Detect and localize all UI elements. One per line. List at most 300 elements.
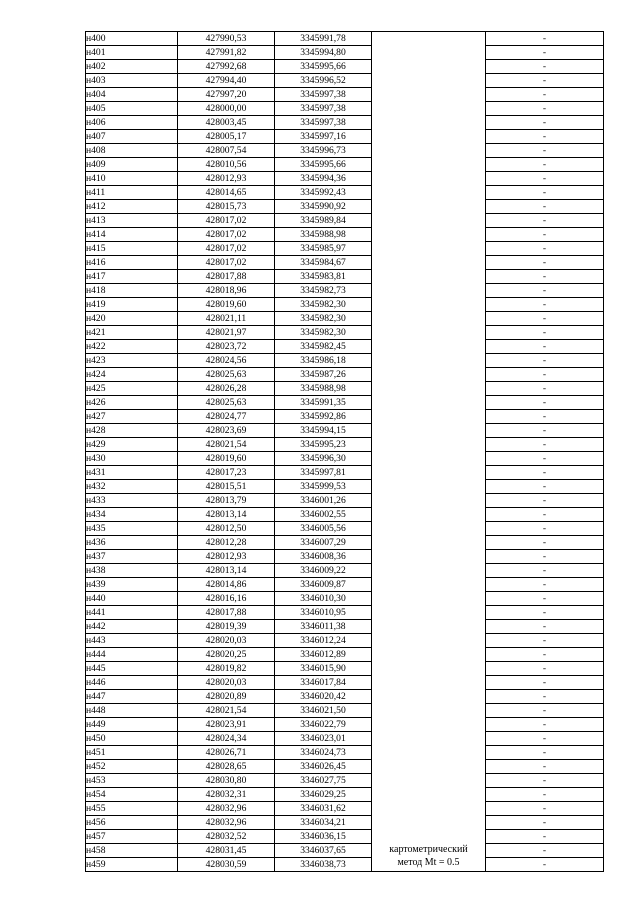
point-number-cell: н449 xyxy=(86,718,178,732)
x-coordinate-cell: 428015,73 xyxy=(178,200,275,214)
y-coordinate-cell: 3346008,36 xyxy=(275,550,372,564)
table-row xyxy=(86,494,604,508)
point-number-cell: н423 xyxy=(86,354,178,368)
table-row xyxy=(86,396,604,410)
x-coordinate-cell: 428017,02 xyxy=(178,214,275,228)
y-coordinate-cell: 3345992,86 xyxy=(275,410,372,424)
description-cell: - xyxy=(486,60,604,74)
description-cell: - xyxy=(486,158,604,172)
table-row xyxy=(86,522,604,536)
y-coordinate-cell: 3345994,36 xyxy=(275,172,372,186)
description-cell: - xyxy=(486,32,604,46)
description-cell: - xyxy=(486,466,604,480)
y-coordinate-cell: 3345996,73 xyxy=(275,144,372,158)
y-coordinate-cell: 3346038,73 xyxy=(275,858,372,872)
description-cell: - xyxy=(486,242,604,256)
y-coordinate-cell: 3345995,66 xyxy=(275,158,372,172)
x-coordinate-cell: 428017,88 xyxy=(178,270,275,284)
point-number-cell: н437 xyxy=(86,550,178,564)
y-coordinate-cell: 3345982,30 xyxy=(275,312,372,326)
description-cell: - xyxy=(486,102,604,116)
x-coordinate-cell: 428013,14 xyxy=(178,564,275,578)
y-coordinate-cell: 3346002,55 xyxy=(275,508,372,522)
x-coordinate-cell: 428024,56 xyxy=(178,354,275,368)
y-coordinate-cell: 3345982,73 xyxy=(275,284,372,298)
x-coordinate-cell: 428019,82 xyxy=(178,662,275,676)
method-line-1: картометрический xyxy=(389,844,468,855)
y-coordinate-cell: 3345984,67 xyxy=(275,256,372,270)
point-number-cell: н418 xyxy=(86,284,178,298)
point-number-cell: н404 xyxy=(86,88,178,102)
y-coordinate-cell: 3345996,30 xyxy=(275,452,372,466)
table-row xyxy=(86,536,604,550)
point-number-cell: н420 xyxy=(86,312,178,326)
point-number-cell: н452 xyxy=(86,760,178,774)
y-coordinate-cell: 3345997,38 xyxy=(275,88,372,102)
description-cell: - xyxy=(486,410,604,424)
x-coordinate-cell: 428005,17 xyxy=(178,130,275,144)
x-coordinate-cell: 428025,63 xyxy=(178,396,275,410)
y-coordinate-cell: 3345995,66 xyxy=(275,60,372,74)
point-number-cell: н408 xyxy=(86,144,178,158)
description-cell: - xyxy=(486,550,604,564)
y-coordinate-cell: 3346031,62 xyxy=(275,802,372,816)
x-coordinate-cell: 428032,96 xyxy=(178,802,275,816)
description-cell: - xyxy=(486,88,604,102)
y-coordinate-cell: 3346007,29 xyxy=(275,536,372,550)
table-row xyxy=(86,634,604,648)
x-coordinate-cell: 427991,82 xyxy=(178,46,275,60)
table-row xyxy=(86,480,604,494)
description-cell: - xyxy=(486,256,604,270)
point-number-cell: н433 xyxy=(86,494,178,508)
point-number-cell: н448 xyxy=(86,704,178,718)
x-coordinate-cell: 428032,52 xyxy=(178,830,275,844)
point-number-cell: н432 xyxy=(86,480,178,494)
description-cell: - xyxy=(486,116,604,130)
point-number-cell: н409 xyxy=(86,158,178,172)
table-row xyxy=(86,592,604,606)
description-cell: - xyxy=(486,452,604,466)
method-label xyxy=(372,843,485,871)
y-coordinate-cell: 3346037,65 xyxy=(275,844,372,858)
table-row xyxy=(86,172,604,186)
x-coordinate-cell: 428032,31 xyxy=(178,788,275,802)
x-coordinate-cell: 428010,56 xyxy=(178,158,275,172)
x-coordinate-cell: 428021,54 xyxy=(178,438,275,452)
y-coordinate-cell: 3346010,95 xyxy=(275,606,372,620)
x-coordinate-cell: 428028,65 xyxy=(178,760,275,774)
y-coordinate-cell: 3345983,81 xyxy=(275,270,372,284)
y-coordinate-cell: 3346009,22 xyxy=(275,564,372,578)
table-row xyxy=(86,242,604,256)
description-cell: - xyxy=(486,858,604,872)
point-number-cell: н443 xyxy=(86,634,178,648)
point-number-cell: н424 xyxy=(86,368,178,382)
table-row xyxy=(86,802,604,816)
table-row xyxy=(86,32,604,46)
x-coordinate-cell: 428007,54 xyxy=(178,144,275,158)
description-cell: - xyxy=(486,718,604,732)
y-coordinate-cell: 3346017,84 xyxy=(275,676,372,690)
point-number-cell: н402 xyxy=(86,60,178,74)
x-coordinate-cell: 428017,02 xyxy=(178,228,275,242)
x-coordinate-cell: 428013,79 xyxy=(178,494,275,508)
point-number-cell: н416 xyxy=(86,256,178,270)
y-coordinate-cell: 3346009,87 xyxy=(275,578,372,592)
table-row xyxy=(86,284,604,298)
table-row xyxy=(86,662,604,676)
point-number-cell: н414 xyxy=(86,228,178,242)
description-cell: - xyxy=(486,606,604,620)
y-coordinate-cell: 3346024,73 xyxy=(275,746,372,760)
table-row xyxy=(86,606,604,620)
description-cell: - xyxy=(486,46,604,60)
y-coordinate-cell: 3345991,35 xyxy=(275,396,372,410)
description-cell: - xyxy=(486,536,604,550)
x-coordinate-cell: 428021,54 xyxy=(178,704,275,718)
x-coordinate-cell: 428014,65 xyxy=(178,186,275,200)
table-row xyxy=(86,382,604,396)
x-coordinate-cell: 428021,97 xyxy=(178,326,275,340)
y-coordinate-cell: 3346001,26 xyxy=(275,494,372,508)
y-coordinate-cell: 3345990,92 xyxy=(275,200,372,214)
point-number-cell: н429 xyxy=(86,438,178,452)
table-row xyxy=(86,676,604,690)
table-row xyxy=(86,158,604,172)
y-coordinate-cell: 3345986,18 xyxy=(275,354,372,368)
y-coordinate-cell: 3345985,97 xyxy=(275,242,372,256)
x-coordinate-cell: 428020,89 xyxy=(178,690,275,704)
x-coordinate-cell: 428015,51 xyxy=(178,480,275,494)
table-row xyxy=(86,130,604,144)
table-row xyxy=(86,228,604,242)
table-row xyxy=(86,270,604,284)
point-number-cell: н417 xyxy=(86,270,178,284)
point-number-cell: н403 xyxy=(86,74,178,88)
x-coordinate-cell: 428012,50 xyxy=(178,522,275,536)
point-number-cell: н451 xyxy=(86,746,178,760)
table-row xyxy=(86,620,604,634)
x-coordinate-cell: 428014,86 xyxy=(178,578,275,592)
x-coordinate-cell: 428019,60 xyxy=(178,298,275,312)
point-number-cell: н428 xyxy=(86,424,178,438)
table-row xyxy=(86,186,604,200)
y-coordinate-cell: 3345987,26 xyxy=(275,368,372,382)
description-cell: - xyxy=(486,144,604,158)
table-row xyxy=(86,578,604,592)
description-cell: - xyxy=(486,354,604,368)
x-coordinate-cell: 428030,80 xyxy=(178,774,275,788)
x-coordinate-cell: 428019,39 xyxy=(178,620,275,634)
point-number-cell: н444 xyxy=(86,648,178,662)
y-coordinate-cell: 3345982,45 xyxy=(275,340,372,354)
description-cell: - xyxy=(486,564,604,578)
description-cell: - xyxy=(486,214,604,228)
point-number-cell: н454 xyxy=(86,788,178,802)
scan-header-artifact xyxy=(30,4,630,10)
table-row xyxy=(86,858,604,872)
x-coordinate-cell: 428026,71 xyxy=(178,746,275,760)
y-coordinate-cell: 3346022,79 xyxy=(275,718,372,732)
description-cell: - xyxy=(486,270,604,284)
description-cell: - xyxy=(486,746,604,760)
point-number-cell: н411 xyxy=(86,186,178,200)
y-coordinate-cell: 3345997,81 xyxy=(275,466,372,480)
description-cell: - xyxy=(486,368,604,382)
x-coordinate-cell: 428023,91 xyxy=(178,718,275,732)
table-row xyxy=(86,410,604,424)
table-row xyxy=(86,60,604,74)
x-coordinate-cell: 428025,63 xyxy=(178,368,275,382)
table-row xyxy=(86,816,604,830)
x-coordinate-cell: 428017,23 xyxy=(178,466,275,480)
description-cell: - xyxy=(486,494,604,508)
point-number-cell: н457 xyxy=(86,830,178,844)
description-cell: - xyxy=(486,228,604,242)
table-row xyxy=(86,788,604,802)
y-coordinate-cell: 3345994,80 xyxy=(275,46,372,60)
table-row xyxy=(86,564,604,578)
point-number-cell: н407 xyxy=(86,130,178,144)
table-row xyxy=(86,690,604,704)
point-number-cell: н439 xyxy=(86,578,178,592)
y-coordinate-cell: 3345992,43 xyxy=(275,186,372,200)
description-cell: - xyxy=(486,508,604,522)
y-coordinate-cell: 3345999,53 xyxy=(275,480,372,494)
x-coordinate-cell: 428017,02 xyxy=(178,256,275,270)
x-coordinate-cell: 428016,16 xyxy=(178,592,275,606)
x-coordinate-cell: 428000,00 xyxy=(178,102,275,116)
x-coordinate-cell: 427997,20 xyxy=(178,88,275,102)
description-cell: - xyxy=(486,186,604,200)
point-number-cell: н445 xyxy=(86,662,178,676)
description-cell: - xyxy=(486,340,604,354)
y-coordinate-cell: 3346034,21 xyxy=(275,816,372,830)
y-coordinate-cell: 3346029,25 xyxy=(275,788,372,802)
x-coordinate-cell: 428021,11 xyxy=(178,312,275,326)
description-cell: - xyxy=(486,592,604,606)
description-cell: - xyxy=(486,326,604,340)
point-number-cell: н447 xyxy=(86,690,178,704)
x-coordinate-cell: 428032,96 xyxy=(178,816,275,830)
table-row xyxy=(86,368,604,382)
point-number-cell: н412 xyxy=(86,200,178,214)
point-number-cell: н459 xyxy=(86,858,178,872)
description-cell: - xyxy=(486,480,604,494)
point-number-cell: н421 xyxy=(86,326,178,340)
table-row xyxy=(86,760,604,774)
point-number-cell: н410 xyxy=(86,172,178,186)
coordinates-table-body xyxy=(86,32,604,872)
point-number-cell: н455 xyxy=(86,802,178,816)
y-coordinate-cell: 3346020,42 xyxy=(275,690,372,704)
y-coordinate-cell: 3345997,16 xyxy=(275,130,372,144)
table-row xyxy=(86,844,604,858)
x-coordinate-cell: 428024,77 xyxy=(178,410,275,424)
point-number-cell: н456 xyxy=(86,816,178,830)
table-row xyxy=(86,354,604,368)
description-cell: - xyxy=(486,130,604,144)
x-coordinate-cell: 428018,96 xyxy=(178,284,275,298)
y-coordinate-cell: 3345995,23 xyxy=(275,438,372,452)
x-coordinate-cell: 428023,72 xyxy=(178,340,275,354)
point-number-cell: н442 xyxy=(86,620,178,634)
table-row xyxy=(86,116,604,130)
table-row xyxy=(86,774,604,788)
x-coordinate-cell: 428020,03 xyxy=(178,634,275,648)
description-cell: - xyxy=(486,312,604,326)
description-cell: - xyxy=(486,74,604,88)
x-coordinate-cell: 428031,45 xyxy=(178,844,275,858)
y-coordinate-cell: 3346012,89 xyxy=(275,648,372,662)
description-cell: - xyxy=(486,844,604,858)
description-cell: - xyxy=(486,200,604,214)
table-row xyxy=(86,326,604,340)
point-number-cell: н436 xyxy=(86,536,178,550)
y-coordinate-cell: 3345988,98 xyxy=(275,228,372,242)
description-cell: - xyxy=(486,760,604,774)
x-coordinate-cell: 428020,03 xyxy=(178,676,275,690)
table-row xyxy=(86,746,604,760)
point-number-cell: н434 xyxy=(86,508,178,522)
x-coordinate-cell: 428026,28 xyxy=(178,382,275,396)
point-number-cell: н425 xyxy=(86,382,178,396)
point-number-cell: н431 xyxy=(86,466,178,480)
x-coordinate-cell: 427990,53 xyxy=(178,32,275,46)
x-coordinate-cell: 428012,93 xyxy=(178,550,275,564)
x-coordinate-cell: 428012,93 xyxy=(178,172,275,186)
description-cell: - xyxy=(486,774,604,788)
description-cell: - xyxy=(486,284,604,298)
y-coordinate-cell: 3345991,78 xyxy=(275,32,372,46)
description-cell: - xyxy=(486,732,604,746)
description-cell: - xyxy=(486,424,604,438)
table-row xyxy=(86,438,604,452)
table-row xyxy=(86,74,604,88)
description-cell: - xyxy=(486,690,604,704)
y-coordinate-cell: 3345996,52 xyxy=(275,74,372,88)
point-number-cell: н406 xyxy=(86,116,178,130)
point-number-cell: н426 xyxy=(86,396,178,410)
description-cell: - xyxy=(486,620,604,634)
point-number-cell: н401 xyxy=(86,46,178,60)
point-number-cell: н446 xyxy=(86,676,178,690)
table-row xyxy=(86,88,604,102)
x-coordinate-cell: 428023,69 xyxy=(178,424,275,438)
x-coordinate-cell: 428020,25 xyxy=(178,648,275,662)
y-coordinate-cell: 3345989,84 xyxy=(275,214,372,228)
point-number-cell: н419 xyxy=(86,298,178,312)
table-row xyxy=(86,214,604,228)
table-row xyxy=(86,200,604,214)
point-number-cell: н440 xyxy=(86,592,178,606)
description-cell: - xyxy=(486,830,604,844)
description-cell: - xyxy=(486,522,604,536)
x-coordinate-cell: 428017,88 xyxy=(178,606,275,620)
table-row xyxy=(86,424,604,438)
description-cell: - xyxy=(486,298,604,312)
description-cell: - xyxy=(486,704,604,718)
table-row xyxy=(86,508,604,522)
description-cell: - xyxy=(486,788,604,802)
description-cell: - xyxy=(486,676,604,690)
y-coordinate-cell: 3345988,98 xyxy=(275,382,372,396)
point-number-cell: н400 xyxy=(86,32,178,46)
table-row xyxy=(86,298,604,312)
y-coordinate-cell: 3346015,90 xyxy=(275,662,372,676)
y-coordinate-cell: 3345997,38 xyxy=(275,102,372,116)
y-coordinate-cell: 3345994,15 xyxy=(275,424,372,438)
y-coordinate-cell: 3345997,38 xyxy=(275,116,372,130)
point-number-cell: н435 xyxy=(86,522,178,536)
description-cell: - xyxy=(486,648,604,662)
table-row xyxy=(86,550,604,564)
x-coordinate-cell: 428024,34 xyxy=(178,732,275,746)
y-coordinate-cell: 3345982,30 xyxy=(275,298,372,312)
x-coordinate-cell: 428012,28 xyxy=(178,536,275,550)
table-row xyxy=(86,46,604,60)
table-row xyxy=(86,648,604,662)
point-number-cell: н441 xyxy=(86,606,178,620)
table-row xyxy=(86,102,604,116)
table-row xyxy=(86,830,604,844)
description-cell: - xyxy=(486,662,604,676)
table-row xyxy=(86,466,604,480)
y-coordinate-cell: 3346005,56 xyxy=(275,522,372,536)
table-row xyxy=(86,144,604,158)
y-coordinate-cell: 3346023,01 xyxy=(275,732,372,746)
x-coordinate-cell: 427994,40 xyxy=(178,74,275,88)
point-number-cell: н450 xyxy=(86,732,178,746)
x-coordinate-cell: 428013,14 xyxy=(178,508,275,522)
description-cell: - xyxy=(486,816,604,830)
description-cell: - xyxy=(486,802,604,816)
coordinates-table xyxy=(85,31,604,872)
y-coordinate-cell: 3346027,75 xyxy=(275,774,372,788)
description-cell: - xyxy=(486,396,604,410)
description-cell: - xyxy=(486,172,604,186)
table-row xyxy=(86,704,604,718)
y-coordinate-cell: 3346011,38 xyxy=(275,620,372,634)
table-row xyxy=(86,452,604,466)
x-coordinate-cell: 428003,45 xyxy=(178,116,275,130)
y-coordinate-cell: 3346021,50 xyxy=(275,704,372,718)
method-line-2: метод Mt = 0.5 xyxy=(397,857,460,868)
point-number-cell: н453 xyxy=(86,774,178,788)
method-cell xyxy=(372,32,486,872)
y-coordinate-cell: 3346026,45 xyxy=(275,760,372,774)
point-number-cell: н405 xyxy=(86,102,178,116)
point-number-cell: н430 xyxy=(86,452,178,466)
x-coordinate-cell: 428017,02 xyxy=(178,242,275,256)
description-cell: - xyxy=(486,382,604,396)
table-row xyxy=(86,732,604,746)
y-coordinate-cell: 3346010,30 xyxy=(275,592,372,606)
point-number-cell: н422 xyxy=(86,340,178,354)
description-cell: - xyxy=(486,634,604,648)
y-coordinate-cell: 3345982,30 xyxy=(275,326,372,340)
table-row xyxy=(86,256,604,270)
y-coordinate-cell: 3346012,24 xyxy=(275,634,372,648)
table-row xyxy=(86,718,604,732)
point-number-cell: н413 xyxy=(86,214,178,228)
point-number-cell: н458 xyxy=(86,844,178,858)
x-coordinate-cell: 428019,60 xyxy=(178,452,275,466)
y-coordinate-cell: 3346036,15 xyxy=(275,830,372,844)
description-cell: - xyxy=(486,578,604,592)
description-cell: - xyxy=(486,438,604,452)
